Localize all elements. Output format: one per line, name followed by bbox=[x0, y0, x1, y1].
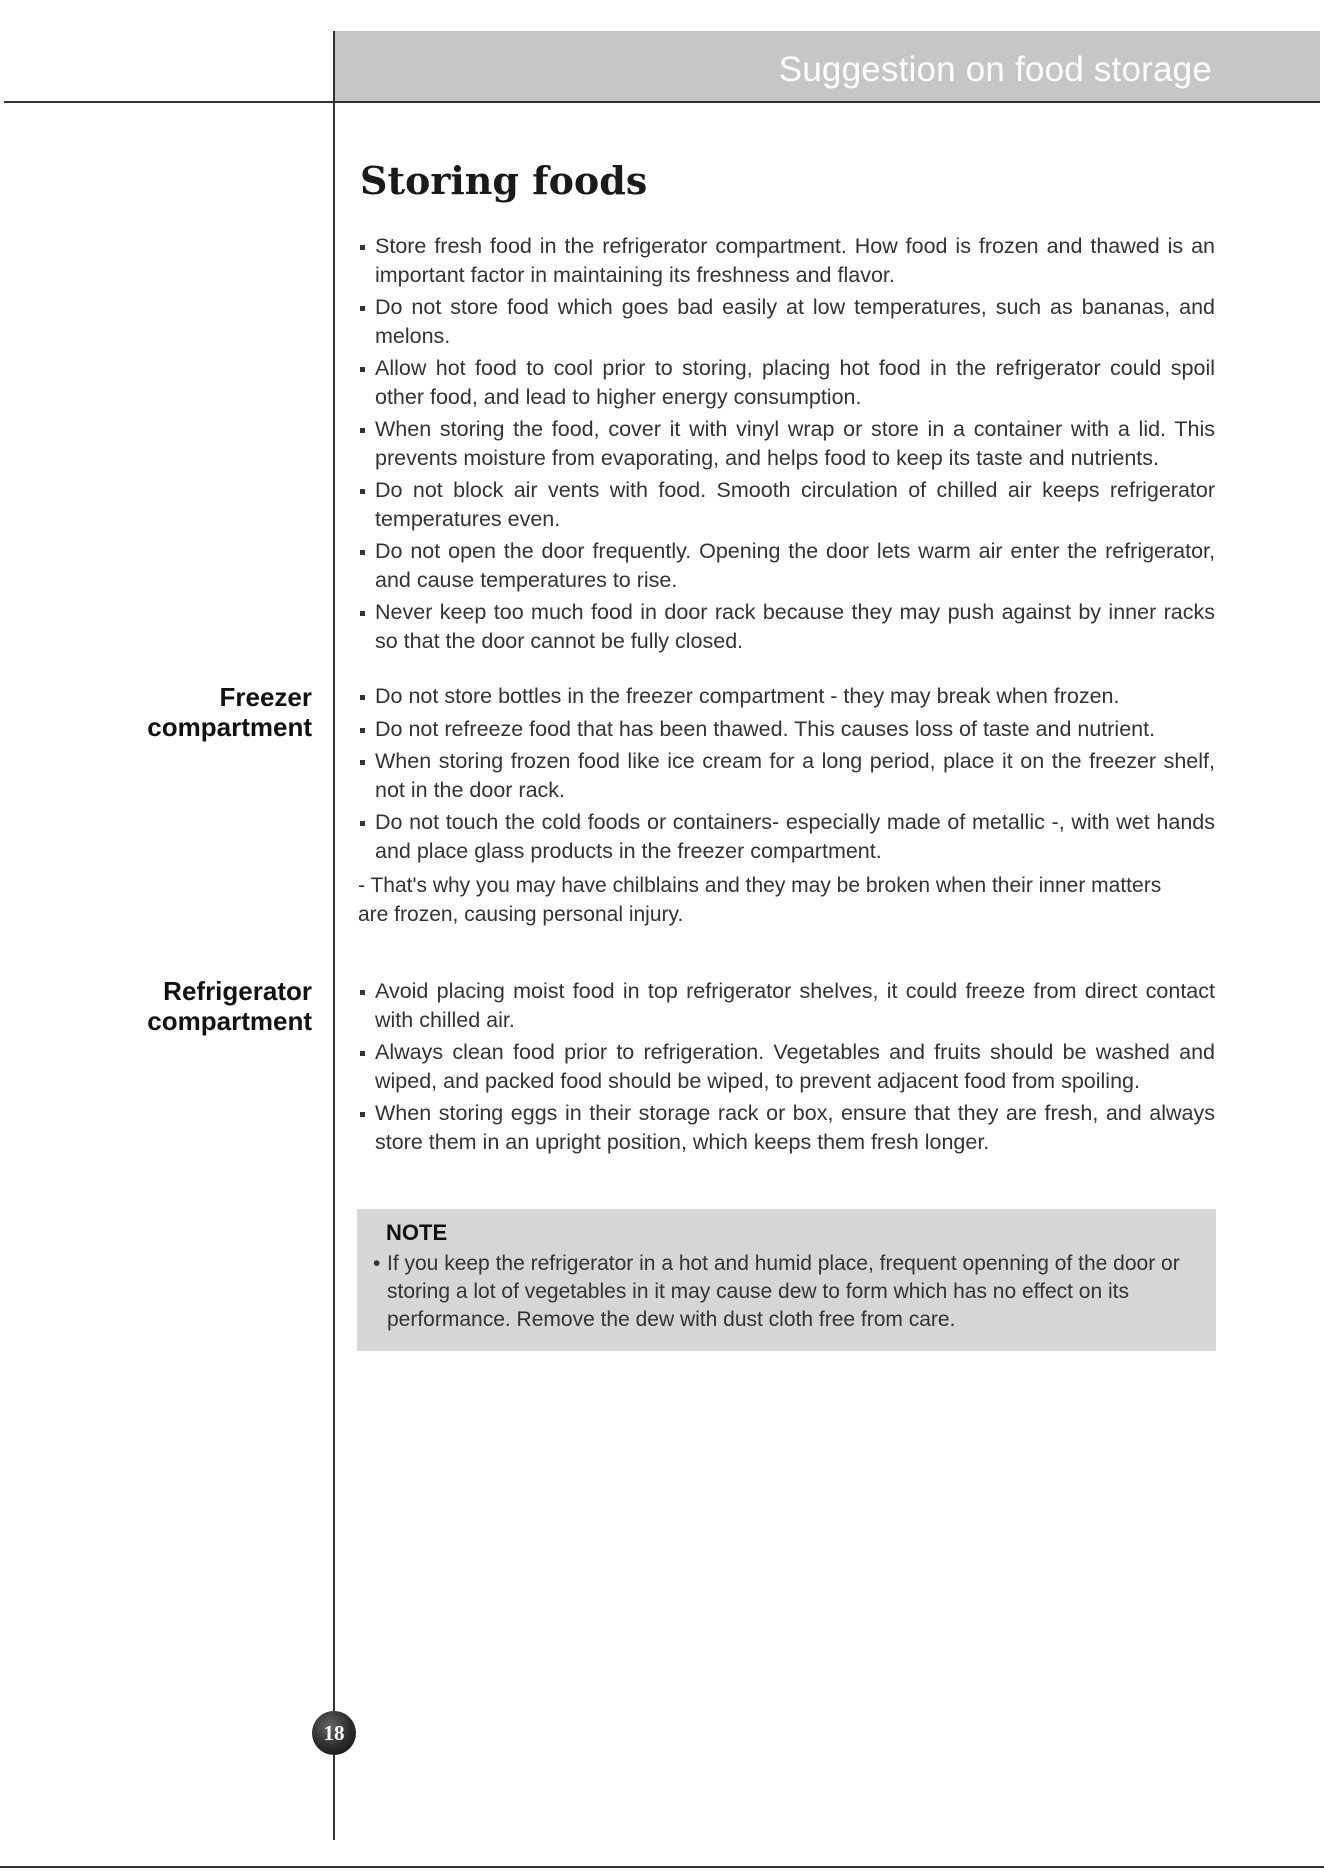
freezer-list bbox=[358, 682, 1215, 869]
list-item: When storing frozen food like ice cream for a long period, place it on the freezer shelf, not in the door rack. bbox=[358, 747, 1215, 804]
list-item: Always clean food prior to refrigeration. Vegetables and fruits should be washed and wiped, and packed food should be wiped, to prevent adjacent food from spoiling. bbox=[358, 1038, 1215, 1095]
freezer-injury-note: - That's why you may have chilblains and they may be broken when their inner matters are frozen, causing personal injury. bbox=[358, 874, 1162, 926]
bottom-rule bbox=[0, 1866, 1324, 1868]
list-item: Do not refreeze food that has been thawed. This causes loss of taste and nutrient. bbox=[358, 715, 1215, 744]
section-title: Storing foods bbox=[360, 158, 648, 203]
list-item: Never keep too much food in door rack because they may push against by inner racks so that the door cannot be fully closed. bbox=[358, 598, 1215, 655]
list-item: Avoid placing moist food in top refrigerator shelves, it could freeze from direct contact with chilled air. bbox=[358, 977, 1215, 1034]
page-number-badge: 18 bbox=[312, 1711, 356, 1755]
note-title: NOTE bbox=[386, 1220, 448, 1245]
list-item: Do not touch the cold foods or containers- especially made of metallic -, with wet hands and place glass products in the freezer compartment. bbox=[358, 808, 1215, 865]
list-item: Do not store bottles in the freezer compartment - they may break when frozen. bbox=[358, 682, 1215, 711]
list-item: Do not block air vents with food. Smooth circulation of chilled air keeps refrigerator temperatures even. bbox=[358, 476, 1215, 533]
header-rule bbox=[4, 101, 1320, 103]
list-item: When storing the food, cover it with vinyl wrap or store in a container with a lid. This prevents moisture from evaporating, and helps food to keep its taste and nutrients. bbox=[358, 415, 1215, 472]
refrigerator-compartment-label: Refrigerator compartment bbox=[147, 976, 312, 1036]
header-title: Suggestion on food storage bbox=[778, 50, 1212, 89]
refrigerator-list bbox=[358, 977, 1215, 1160]
list-item: Store fresh food in the refrigerator compartment. How food is frozen and thawed is an important factor in maintaining its freshness and flavor. bbox=[358, 232, 1215, 289]
note-text: • If you keep the refrigerator in a hot and humid place, frequent openning of the door or storing a lot of vegetables in it may cause dew to form which has no effect on its performance. Remove the dew with dust cloth free from care. bbox=[373, 1250, 1202, 1334]
list-item: Allow hot food to cool prior to storing, placing hot food in the refrigerator could spoil other food, and lead to higher energy consumption. bbox=[358, 354, 1215, 411]
general-storage-list bbox=[358, 232, 1215, 659]
list-item: Do not store food which goes bad easily at low temperatures, such as bananas, and melons. bbox=[358, 293, 1215, 350]
vertical-rule bbox=[333, 31, 335, 1840]
freezer-compartment-label: Freezer compartment bbox=[147, 682, 312, 742]
list-item: Do not open the door frequently. Opening the door lets warm air enter the refrigerator, and cause temperatures to rise. bbox=[358, 537, 1215, 594]
list-item: When storing eggs in their storage rack or box, ensure that they are fresh, and always store them in an upright position, which keeps them fresh longer. bbox=[358, 1099, 1215, 1156]
